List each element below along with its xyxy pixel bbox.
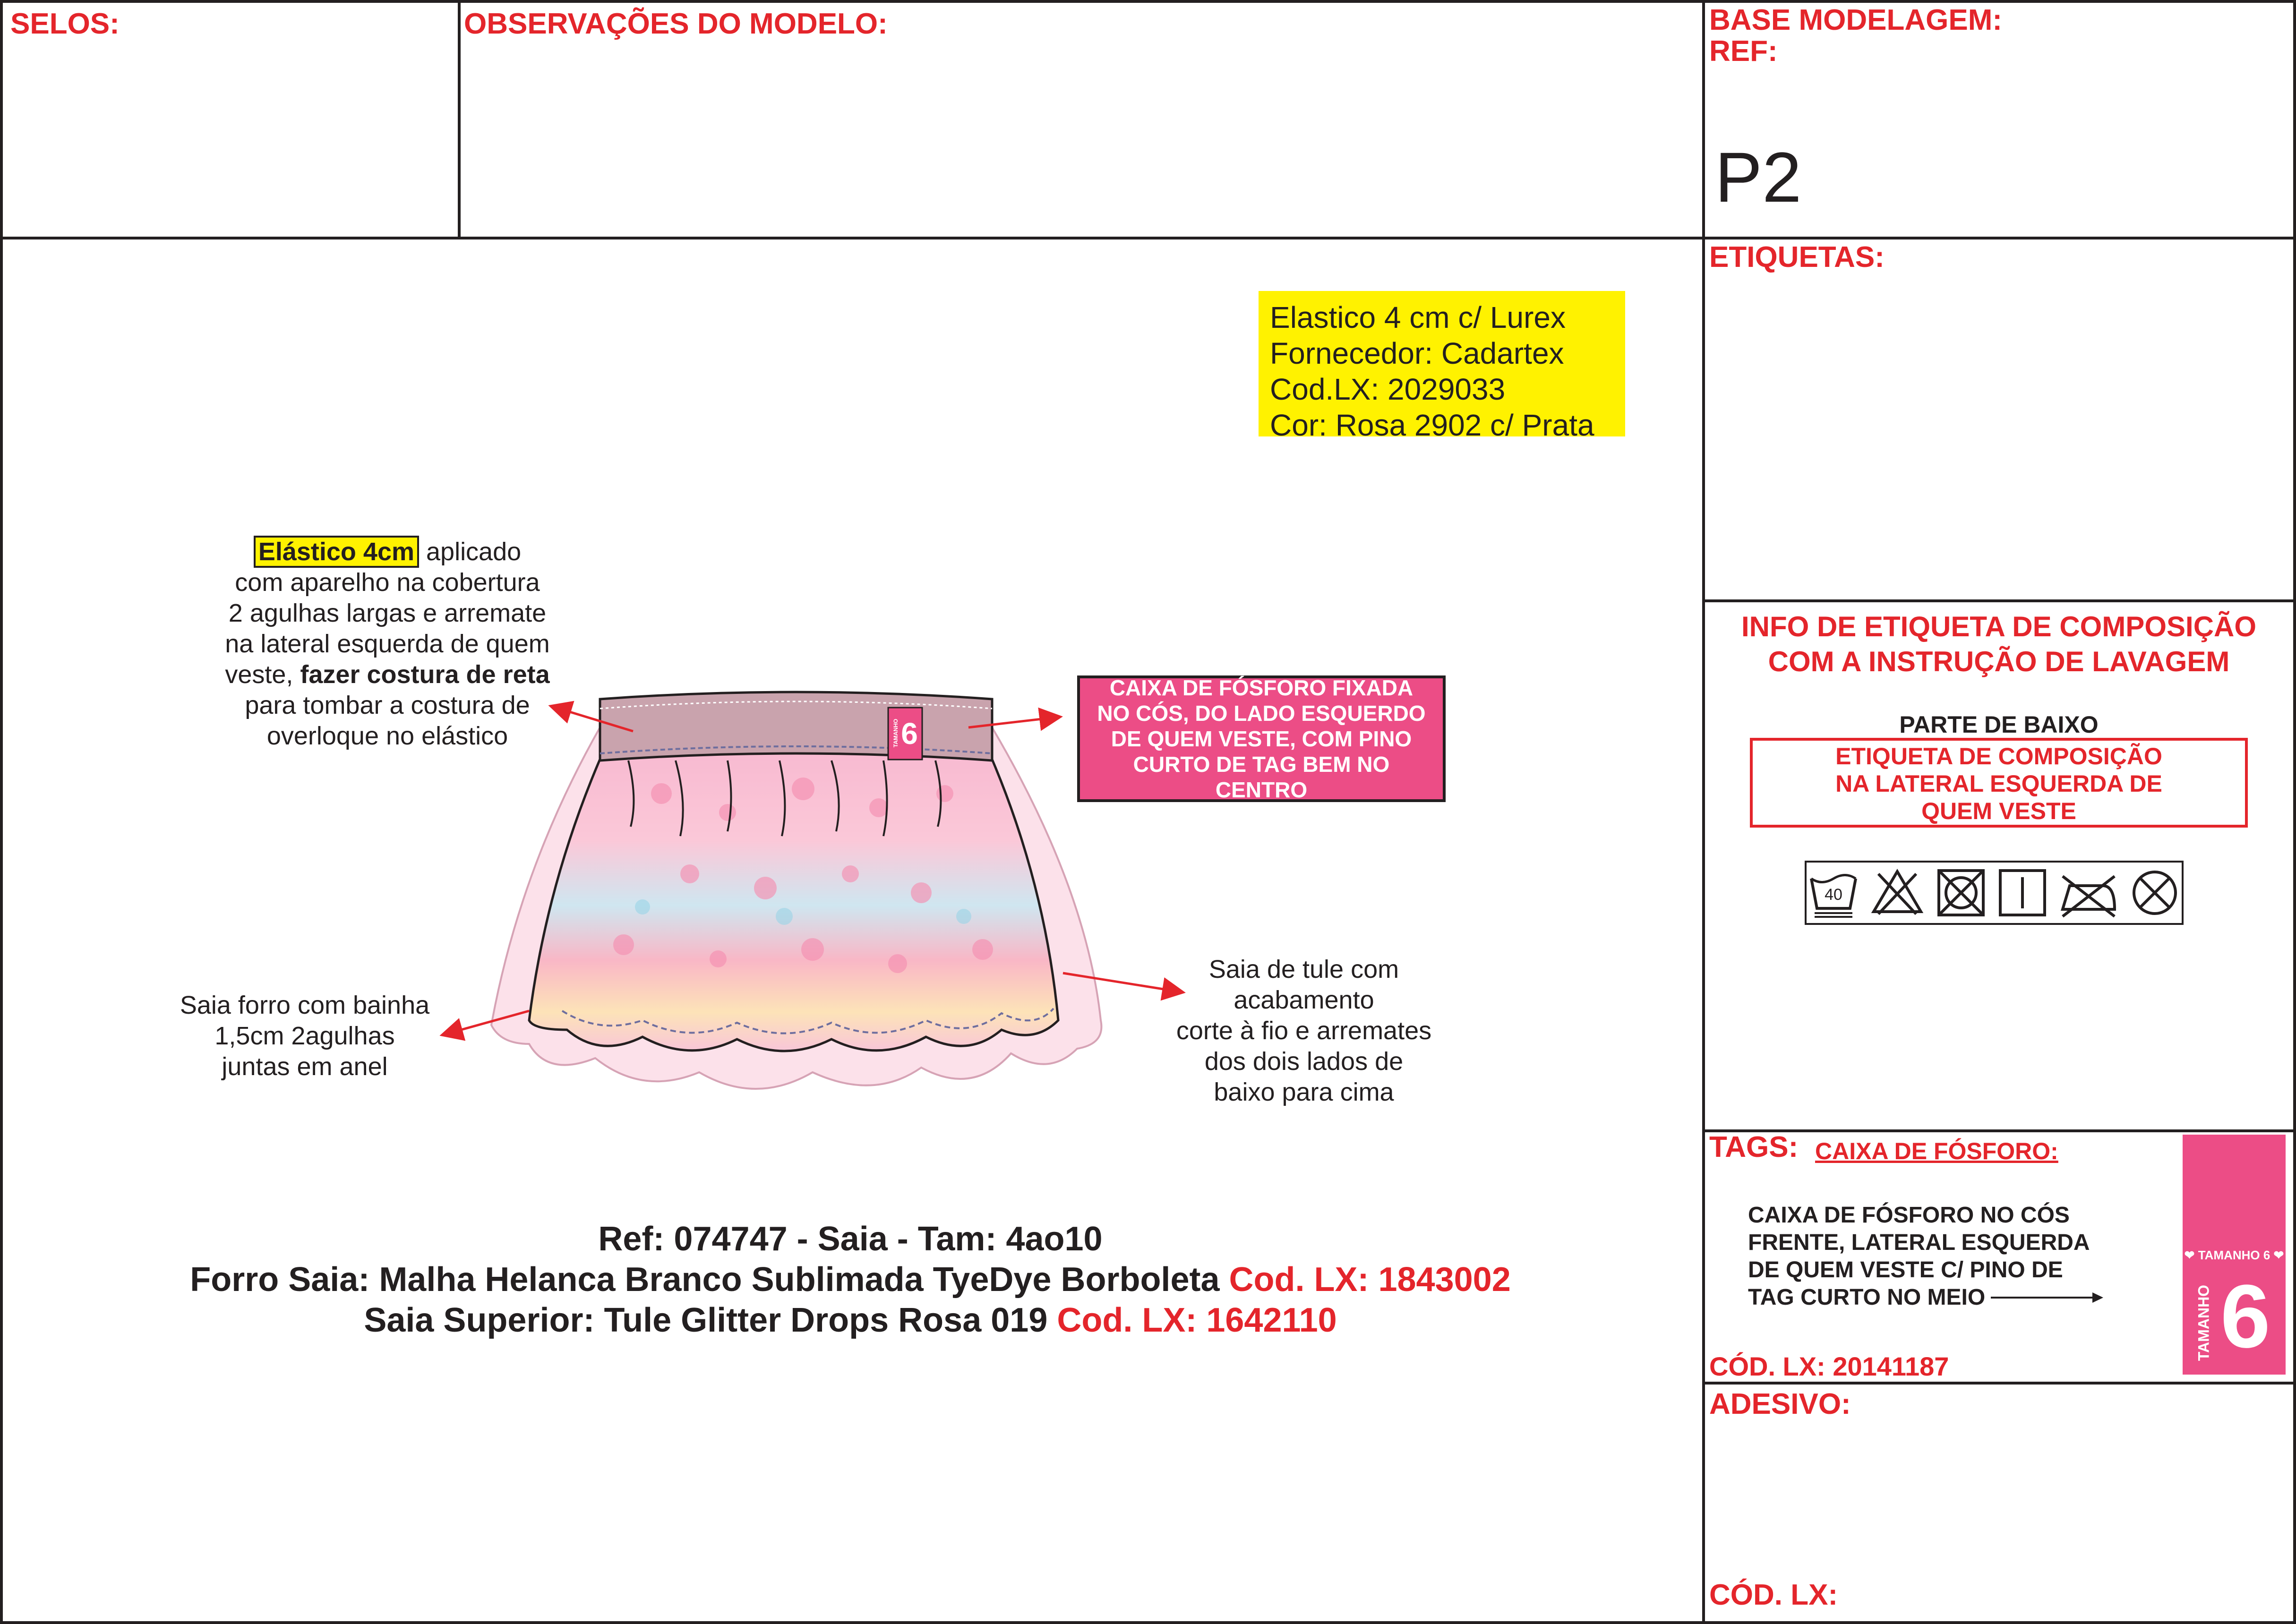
tulle-note-line1: Saia de tule com <box>1208 955 1399 983</box>
tulle-note-line5: baixo para cima <box>1214 1078 1394 1106</box>
waist-tag-label: TAMANHO <box>892 718 899 748</box>
etiquetas-cell <box>1702 237 2296 602</box>
composition-title-line2: COM A INSTRUÇÃO DE LAVAGEM <box>1768 646 2230 677</box>
line-dry-icon <box>1996 867 2048 919</box>
composition-title-line1: INFO DE ETIQUETA DE COMPOSIÇÃO <box>1741 611 2257 642</box>
adesivo-label: ADESIVO: <box>1709 1388 1851 1420</box>
elastic-note-line3: 2 agulhas largas e arremate <box>228 599 547 627</box>
wash-temp: 40 <box>1825 886 1842 904</box>
product-title-line3: Saia Superior: Tule Glitter Drops Rosa 019 <box>364 1301 1057 1339</box>
tags-code: CÓD. LX: 20141187 <box>1709 1351 1949 1381</box>
lining-note-line1: Saia forro com bainha <box>180 991 430 1019</box>
composition-note-line3: QUEM VESTE <box>1921 798 2076 824</box>
elastic-note-line5: veste, <box>225 660 300 689</box>
product-title-line1: Ref: 074747 - Saia - Tam: 4ao10 <box>598 1220 1103 1258</box>
composition-note-line1: ETIQUETA DE COMPOSIÇÃO <box>1835 743 2162 769</box>
tags-note-line2: FRENTE, LATERAL ESQUERDA <box>1748 1230 2090 1255</box>
size-tag-side-label: TAMANHO <box>2195 1284 2212 1361</box>
selos-label: SELOS: <box>10 8 120 40</box>
size-tag-small-label: TAMANHO 6 <box>2198 1248 2270 1262</box>
size-tag-number: 6 <box>2220 1266 2270 1367</box>
elastic-note-highlight: Elástico 4cm <box>254 536 419 568</box>
adesivo-code: CÓD. LX: <box>1709 1579 1838 1611</box>
parte-label: PARTE DE BAIXO <box>1899 711 2099 738</box>
composition-title <box>1704 609 2294 679</box>
composition-note-line2: NA LATERAL ESQUERDA DE <box>1835 770 2162 797</box>
lining-note-line3: juntas em anel <box>222 1052 388 1081</box>
elastic-note-line5-bold: fazer costura de reta <box>300 660 550 689</box>
tulle-arrow <box>1063 973 1181 992</box>
elastic-note-line7: overloque no elástico <box>266 722 508 750</box>
tulle-note-line2: acabamento <box>1234 986 1374 1014</box>
elastic-arrow <box>553 707 633 731</box>
tags-note-line3: DE QUEM VESTE C/ PINO DE <box>1748 1257 2063 1282</box>
matchbox-note-line2: NO CÓS, DO LADO ESQUERDO <box>1097 701 1426 726</box>
elastic-note-line1: aplicado <box>419 538 522 566</box>
elastic-spec-line2: Fornecedor: Cadartex <box>1270 336 1564 370</box>
etiquetas-label: ETIQUETAS: <box>1709 241 1885 274</box>
tags-note-line4 <box>1748 1284 2104 1311</box>
tulle-note-line3: corte à fio e arremates <box>1176 1017 1432 1045</box>
wash-40-icon <box>1808 867 1859 919</box>
composition-note-box <box>1750 738 2248 828</box>
no-iron-icon <box>2058 867 2119 919</box>
no-tumble-dry-icon <box>1935 867 1987 919</box>
elastic-note-line2: com aparelho na cobertura <box>235 568 540 597</box>
product-title-line2-code: Cod. LX: 1843002 <box>1229 1261 1511 1299</box>
lining-arrow <box>444 1011 529 1034</box>
matchbox-note-line4: CURTO DE TAG BEM NO CENTRO <box>1133 752 1390 802</box>
elastic-spec-line1: Elastico 4 cm c/ Lurex <box>1270 300 1566 334</box>
elastic-spec-line4: Cor: Rosa 2902 c/ Prata <box>1270 408 1594 442</box>
size-code: P2 <box>1715 137 1802 217</box>
tags-note-line4-text: TAG CURTO NO MEIO <box>1748 1285 1986 1310</box>
size-tag-top-label: ❤ TAMANHO 6 ❤ <box>2184 1248 2284 1262</box>
product-title-line3-code: Cod. LX: 1642110 <box>1057 1301 1337 1339</box>
elastic-spec-line3: Cod.LX: 2029033 <box>1270 372 1506 406</box>
wash-care-symbols <box>1805 861 2184 925</box>
ref-label: REF: <box>1709 35 1778 68</box>
product-title <box>0 1219 1701 1341</box>
matchbox-note-line3: DE QUEM VESTE, COM PINO <box>1111 727 1412 751</box>
tulle-note-line4: dos dois lados de <box>1204 1047 1404 1076</box>
tags-note-line1: CAIXA DE FÓSFORO NO CÓS <box>1748 1203 2070 1228</box>
caixa-label: CAIXA DE FÓSFORO: <box>1815 1138 2058 1164</box>
lining-note-line2: 1,5cm 2agulhas <box>214 1022 395 1050</box>
arrow-right-icon <box>1991 1291 2104 1305</box>
no-bleach-icon <box>1869 867 1926 919</box>
product-title-line2: Forro Saia: Malha Helanca Branco Sublimada TyeDye Borboleta <box>190 1261 1229 1299</box>
tags-label: TAGS: <box>1709 1131 1799 1163</box>
size-tag <box>2183 1135 2286 1375</box>
base-modelagem-label: BASE MODELAGEM: <box>1709 4 2002 36</box>
matchbox-arrow <box>968 717 1058 727</box>
observacoes-label: OBSERVAÇÕES DO MODELO: <box>464 8 888 40</box>
elastic-note-line4: na lateral esquerda de quem <box>225 630 550 658</box>
waist-tag-number: 6 <box>901 717 918 751</box>
no-dry-clean-icon <box>2129 867 2181 919</box>
matchbox-note-line1: CAIXA DE FÓSFORO FIXADA <box>1109 675 1414 700</box>
tags-note <box>1748 1202 2104 1311</box>
elastic-note-line6: para tombar a costura de <box>245 691 530 719</box>
